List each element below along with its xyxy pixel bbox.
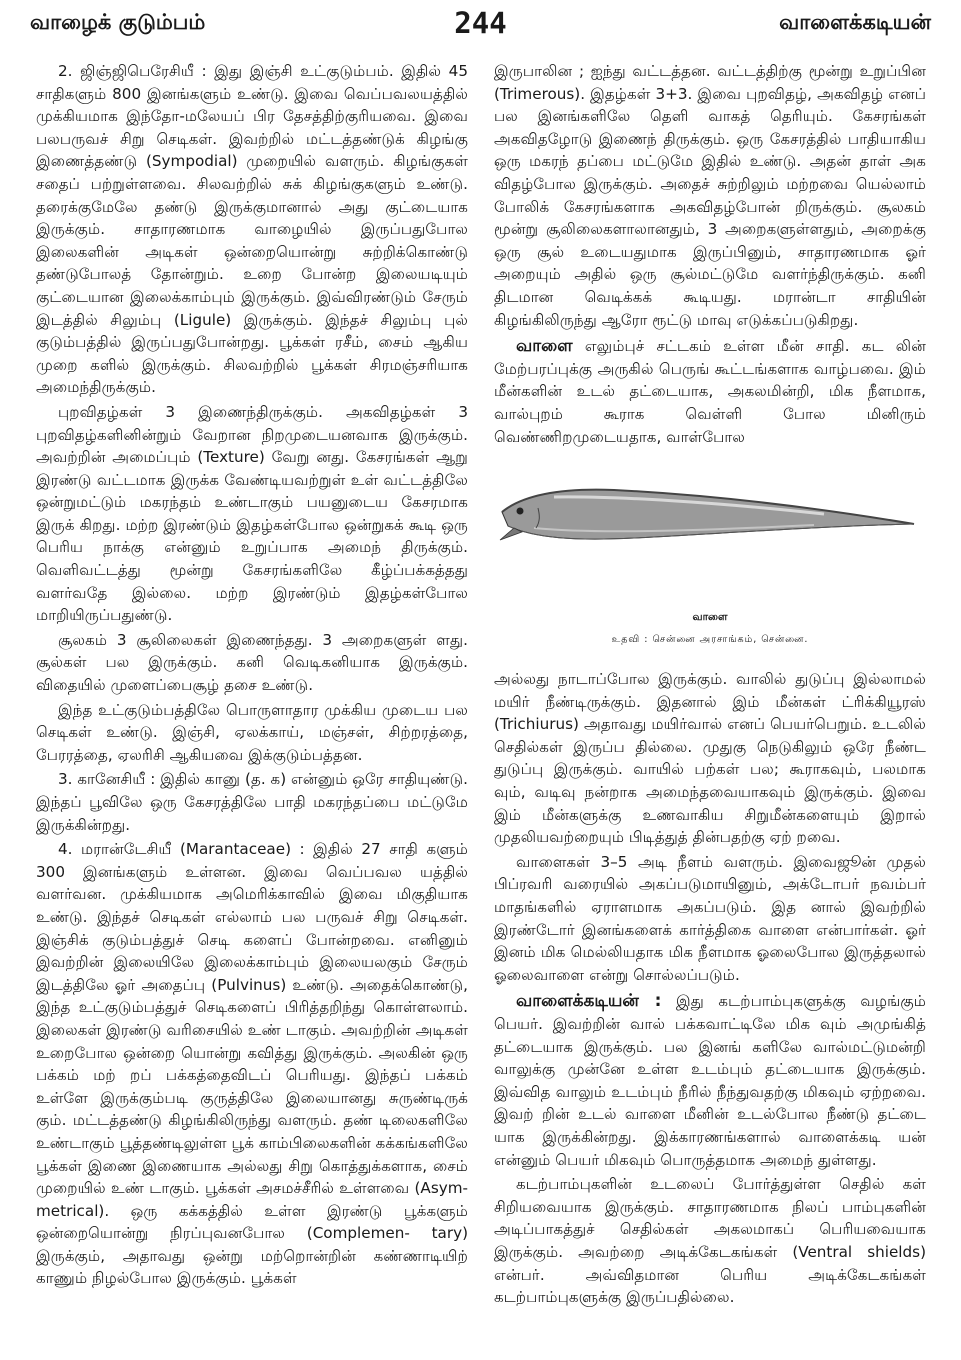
paragraph-zingiberaceae: 2. ஜிஞ்ஜிபெரேசியீ : இது இஞ்சி உட்குடும்பம். இதில் 45 சாதிகளும் 800 இனங்களும் உண்டு. இவை வெப்பவலயத்தில் முக்கியமாக இந்தோ-மலேயப் பிர தேசத்திற்குரியவை. இவை பலபருவச் சிறு செடிகள். இவற்றில் மட்டத்தண்டுக் கிழங்கு இணைத்தண்டு (Sympodial) முறையில் வளரும். கிழங்குகள் சதைப் பற்றுள்ளவை. சிலவற்றில் சுக் கிழங்குகளும் உண்டு. தரைக்குமேலே தண்டு இருக்குமானால் அது குட்டையாக இருக்கும். சாதாரணமாக வாழையில் இருப்பதுபோல இலைகளின் அடிகள் ஒன்றையொன்று சுற்றிக்கொண்டு தண்டுபோலத் தோன்றும். உறை போன்ற இலையடியும் குட்டையான இலைக்காம்பும் இருக்கும். இவ்விரண்டும் சேரும் இடத்தில் சிலும்பு (Ligule) இருக்கும். இந்தச் சிலும்பு புல் குடும்பத்தில் இருப்பதுபோன்றது. பூக்கள் ரசீம், சைம் ஆகிய முறை களில் இருக்கும். சிலவற்றில் பூக்கள் சிரமஞ்சரியாக அமைந்திருக்கும். (36, 62, 468, 397)
paragraph-cannaceae: 3. கானேசியீ : இதில் கானு (த. க) என்னும் ஒரே சாதியுண்டு. இந்தப் பூவிலே ஒரு கேசரத்திலே பாதி மகரந்தப்பை மட்டுமே இருக்கின்றது. (36, 770, 468, 834)
left-column (36, 60, 468, 1292)
right-column (494, 60, 926, 1311)
fish-illustration-icon (494, 464, 926, 594)
heading-vaalai: வாளை (516, 336, 573, 357)
page-header (30, 6, 931, 50)
paragraph-vaalaikadiyan (494, 990, 926, 1171)
paragraph-vaalai-description: அல்லது நாடாப்போல இருக்கும். வாலில் துடுப்பு இல்லாமல் மயிர் நீண்டிருக்கும். இதனால் இம் மீன்கள் ட்ரிக்கியூரஸ் (Trichiurus) அதாவது மயிர்வால் எனப் பெயர்பெறும். உடலில் செதில்கள் இருப்ப தில்லை. முதுகு நெடுகிலும் ஒரே நீண்ட துடுப்பு இருக்கும். வாயில் பற்கள் பல; கூராகவும், பலமாக வும், வடிவு நன்றாக அமைந்தவையாகவும் இருக்கும். இவை இம் மீன்களுக்கு உணவாகிய சிறுமீன்களையும் இறால் முதலியவற்றையும் பிடித்துத் தின்பதற்கு ஏற் றவை. (494, 670, 926, 847)
figure-caption: வாளை (692, 611, 728, 624)
fish-figure (494, 454, 926, 664)
paragraph-economic-plants: இந்த உட்குடும்பத்திலே பொருளாதார முக்கிய முடைய பல செடிகள் உண்டு. இஞ்சி, ஏலக்காய், மஞ்சள், சிற்றரத்தை, பேரரத்தை, ஏலரிசி ஆகியவை இக்குடும்பத்தன. (36, 700, 468, 764)
paragraph-sea-snake-scales: கடற்பாம்புகளின் உடலைப் போர்த்துள்ள செதில் கள் சிறியவையாக இருக்கும். சாதாரணமாக நிலப் பாம்புகளின் அடிப்பாகத்துச் செதில்கள் அகலமாகப் பெரியவையாக இருக்கும். அவற்றை அடிக்கேடகங்கள் (Ventral shields) என்பர். அவ்விதமான பெரிய அடிக்கேடகங்கள் கடற்பாம்புகளுக்கு இருப்பதில்லை. (494, 1175, 926, 1307)
figure-credit: உதவி : சென்னை அரசாங்கம், சென்னை. (611, 634, 809, 646)
paragraph-vaalai-size: வாளைகள் 3–5 அடி நீளம் வளரும். இவைஜூன் முதல் பிப்ரவரி வரையில் அகப்படுமாயினும், அக்டோபர் நவம்பர் மாதங்களில் ஏராளமாக அகப்படும். இத னால் இவற்றில் இரண்டோர் இனங்களைக் கார்த்திகை வாளை என்பார்கள். ஓர் இனம் மிக மெல்லியதாக மிக நீளமாக ஓலைபோல இருத்தலால் ஓலைவாளை என்று சொல்லப்படும். (494, 852, 926, 984)
header-left-title: வாழைக் குடும்பம் (30, 10, 206, 34)
paragraph-ovary: சூலகம் 3 சூலிலைகள் இணைந்தது. 3 அறைகளுள் ளது. சூல்கள் பல இருக்கும். கனி வெடிகனியாக இருக்கும். விதையில் முளைப்பைசூழ் தசை உண்டு. (36, 630, 468, 695)
paragraph-continuation: இருபாலின ; ஐந்து வட்டத்தன. வட்டத்திற்கு மூன்று உறுப்பின (Trimerous). இதழ்கள் 3+3. இவை புறவிதழ், அகவிதழ் எனப் பல இனங்களிலே தெளி வாகத் தெரியும். கேசரங்கள் அகவிதழோடு இணைந் திருக்கும். ஒரு கேசரத்தில் பாதியாகிய ஒரு மகரந் தப்பை மட்டுமே இதில் உண்டு. அதன் தாள் அக விதழ்போல இருக்கும். அதைச் சுற்றிலும் மற்றவை யெல்லாம் போலிக் கேசரங்களாக அகவிதழ்போன் றிருக்கும். சூலகம் மூன்று சூலிலைகளாலானதும், 3 அறைகளுள்ளதும், அறைக்கு ஒரு சூல் உடையதுமாக இருப்பினும், சாதாரணமாக ஓர் அறையும் அதில் ஒரு சூல்மட்டுமே வளர்ந்திருக்கும். கனி திடமான வெடிக்கக் கூடியது. மரான்டா சாதியின் கிழங்கிலிருந்து ஆரோ ரூட்டு மாவு எடுக்கப்படுகிறது. (494, 62, 926, 329)
header-right-title: வாளைக்கடியன் (779, 10, 931, 34)
paragraph-vaalai-intro (494, 335, 926, 448)
paragraph-petals: புறவிதழ்கள் 3 இணைந்திருக்கும். அகவிதழ்கள் 3 புறவிதழ்களினின்றும் வேறான நிறமுடையனவாக இருக்கும். அவற்றின் அமைப்பும் (Texture) வேறு னது. கேசரங்கள் ஆறு இரண்டு வட்டமாக இருக்க வேண்டியவற்றுள் உள் வட்டத்திலே ஒன்றுமட்டும் மகரந்தம் உண்டாகும் பயனுடைய கேசரமாக இருக் கிறது. மற்ற இரண்டும் இதழ்கள்போல ஒன்றுகக் கூடி ஒரு பெரிய நாக்கு என்னும் உறுப்பாக அமைந் திருக்கும். வெளிவட்டத்து மூன்று கேசரங்களிலே கீழ்ப்பக்கத்தது வளர்வதே இல்லை. மற்ற இரண்டும் இதழ்கள்போல மாறியிருப்பதுண்டு. (36, 402, 468, 625)
paragraph-marantaceae: 4. மரான்டேசியீ (Marantaceae) : இதில் 27 சாதி களும் 300 இனங்களும் உள்ளன. இவை வெப்பவல யத்தில் வளர்வன. முக்கியமாக அமெரிக்காவில் இவை மிகுதியாக உண்டு. இந்தச் செடிகள் எல்லாம் பல பருவச் சிறு செடிகள். இஞ்சிக் குடும்பத்துச் செடி களைப் போன்றவை. எனினும் இவற்றின் இலையிலே இலைக்காம்பும் இலையலகும் சேரும் இடத்திலே ஓர் அதைப்பு (Pulvinus) உண்டு. அதைக்கொண்டு, இந்த உட்குடும்பத்துச் செடிகளைப் பிரித்தறிந்து கொள்ளலாம். இலைகள் இரண்டு வரிசையில் உண் டாகும். அவற்றின் அடிகள் உறைபோல ஒன்றை யொன்று கவித்து இருக்கும். அலகின் ஒரு பக்கம் மற் றப் பக்கத்தைவிடப் பெரியது. இந்தப் பக்கம் உள்ளே இருக்கும்படி குருத்திலே இலையானது சுருண்டிருக் கும். மட்டத்தண்டு கிழங்கிலிருந்து வளரும். தண் டிலைகளிலே உண்டாகும் பூத்தண்டிலுள்ள பூக் காம்பிலைகளின் கக்கங்களிலே பூக்கள் இணை இணையாக அல்லது சிறு கொத்துக்களாக, சைம் முறையில் உண் டாகும். பூக்கள் அசமச்சீரில் உள்ளவை (Asym- metrical). ஒரு கக்கத்தில் உள்ள இரண்டு பூக்களும் ஒன்றையொன்று நிரப்புவனபோல (Complemen- tary) இருக்கும், அதாவது ஒன்று மற்றொன்றின் கண்ணாடியிற் காணும் நிழல்போல இருக்கும். பூக்கள் (36, 840, 468, 1288)
vaalai-intro-text: எலும்புச் சட்டகம் உள்ள மீன் சாதி. கட லின் மேற்பரப்புக்கு அருகில் பெருங் கூட்டங்களாக வாழ்பவை. இம் மீன்களின் உடல் தட்டையாக, அகலமின்றி, மிக நீளமாக, வால்புறம் கூராக வெள்ளி போல மினிரும் வெண்ணிறமுடையதாக, வாள்போல (494, 337, 927, 446)
page-number: 244 (454, 6, 507, 40)
heading-vaalaikadiyan: வாளைக்கடியன் : (516, 991, 662, 1012)
vaalaikadiyan-text: இது கடற்பாம்புகளுக்கு வழங்கும் பெயர். இவற்றின் வால் பக்கவாட்டிலே மிக வும் அமுங்கித் தட்டையாக இருக்கும். பல இனங் களிலே வால்மட்டுமன்றி வாலுக்கு முன்னே உள்ள உடம்பும் தட்டையாக இருக்கும். இவ்வித வாலும் உடம்பும் நீரில் நீந்துவதற்கு மிகவும் ஏற்றவை. இவற் றின் உடல் வாளை மீனின் உடல்போல நீண்டு தட்டை யாக இருக்கின்றது. இக்காரணங்களால் வாளைக்கடி யன் என்னும் பெயர் மிகவும் பொருத்தமாக அமைந் துள்ளது. (494, 992, 927, 1169)
